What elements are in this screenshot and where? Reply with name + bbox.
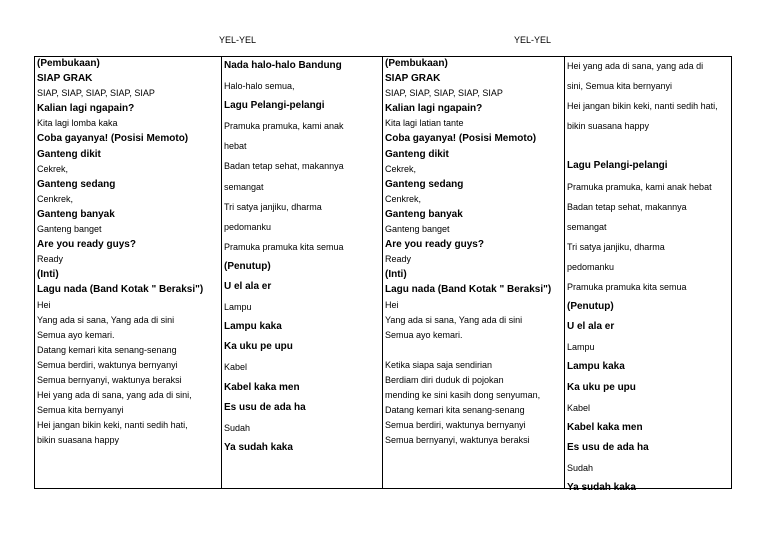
text-line: Hei yang ada di sana, yang ada di sini, — [37, 390, 192, 401]
text-line: Yang ada si sana, Yang ada di sini — [37, 314, 175, 325]
bold-line: Coba gayanya! (Posisi Memoto) — [37, 133, 189, 145]
text-line: semangat — [567, 221, 607, 232]
text-line: Tri satya janjiku, dharma — [567, 241, 665, 252]
text-line: Datang kemari kita senang-senang — [385, 405, 525, 416]
bold-line: (Inti) — [37, 269, 59, 281]
table-left-border — [34, 56, 35, 489]
text-line: pedomanku — [224, 221, 272, 232]
column-divider-1 — [221, 56, 222, 489]
text-line: Kabel — [567, 402, 591, 413]
text-line: sini, Semua kita bernyanyi — [567, 81, 673, 92]
bold-line: Ganteng sedang — [37, 178, 116, 190]
bold-line: Lagu nada (Band Kotak " Beraksi") — [385, 284, 552, 296]
text-line — [567, 136, 729, 156]
text-line: semangat — [224, 181, 264, 192]
bold-line: Ganteng banyak — [37, 208, 115, 220]
column-2 — [224, 56, 380, 458]
text-line: Datang kemari kita senang-senang — [37, 344, 177, 355]
text-line: Hei jangan bikin keki, nanti sedih hati, — [37, 420, 188, 431]
bold-line: Kalian lagi ngapain? — [385, 103, 483, 115]
text-line: Pramuka pramuka kita semua — [224, 241, 344, 252]
yel-yel-table — [34, 56, 764, 493]
bold-line: Ganteng dikit — [37, 148, 101, 160]
text-line: Badan tetap sehat, makannya — [567, 201, 687, 212]
text-line: Sudah — [567, 462, 594, 473]
text-line: Hei yang ada di sana, yang ada di — [567, 61, 704, 71]
text-line: Cekrek, — [37, 163, 69, 174]
bold-line: Ganteng dikit — [385, 148, 449, 160]
bold-line: Es usu de ada ha — [224, 401, 306, 413]
text-line: bikin suasana happy — [567, 121, 650, 132]
text-line: pedomanku — [567, 261, 615, 272]
text-line: Lampu — [567, 342, 595, 353]
text-line: Ketika siapa saja sendirian — [385, 359, 493, 370]
text-line: SIAP, SIAP, SIAP, SIAP, SIAP — [385, 88, 503, 99]
bold-line: SIAP GRAK — [37, 73, 93, 85]
column-3 — [385, 56, 562, 448]
bold-line: Are you ready guys? — [37, 239, 136, 251]
bold-line: Coba gayanya! (Posisi Memoto) — [385, 133, 537, 145]
text-line: Yang ada si sana, Yang ada di sini — [385, 314, 523, 325]
bold-line: U el ala er — [224, 281, 272, 293]
column-4 — [567, 56, 729, 498]
text-line: Semua ayo kemari. — [385, 329, 463, 340]
text-line: Semua berdiri, waktunya bernyanyi — [385, 420, 526, 431]
text-line: Ganteng banget — [37, 224, 102, 235]
text-line: Hei — [37, 299, 51, 310]
text-line: Semua ayo kemari. — [37, 329, 115, 340]
text-line: Kita lagi lomba kaka — [37, 118, 118, 129]
bold-line: U el ala er — [567, 321, 615, 333]
text-line: Semua bernyanyi, waktunya beraksi — [385, 435, 530, 446]
text-line: hebat — [224, 141, 247, 152]
bold-line: (Pembukaan) — [385, 58, 448, 69]
bold-line: Lampu kaka — [224, 321, 282, 333]
column-1 — [37, 56, 219, 448]
bold-line: (Penutup) — [224, 260, 271, 272]
text-line: Cenkrek, — [385, 193, 422, 204]
text-line: Badan tetap sehat, makannya — [224, 161, 344, 172]
text-line: Sudah — [224, 422, 251, 433]
bold-line: Ya sudah kaka — [224, 441, 293, 453]
text-line: mending ke sini kasih dong senyuman, — [385, 390, 541, 401]
text-line: Semua kita bernyanyi — [37, 405, 124, 416]
text-line: Ready — [385, 254, 412, 265]
text-line: Pramuka pramuka, kami anak hebat — [567, 181, 712, 192]
heading-left: YEL-YEL — [219, 35, 257, 45]
text-line: Kabel — [224, 362, 248, 373]
bold-line: Lagu Pelangi-pelangi — [567, 160, 668, 172]
text-line: Lampu — [224, 302, 252, 313]
bold-line: Kalian lagi ngapain? — [37, 103, 135, 115]
bold-line: (Inti) — [385, 269, 407, 281]
heading-right: YEL-YEL — [514, 35, 552, 45]
bold-line: (Pembukaan) — [37, 58, 100, 69]
table-right-border — [731, 56, 732, 489]
column-divider-3 — [564, 56, 565, 489]
text-line: Hei — [385, 299, 399, 310]
text-line: Tri satya janjiku, dharma — [224, 201, 322, 212]
bold-line: Ya sudah kaka — [567, 481, 636, 493]
text-line: Semua bernyanyi, waktunya beraksi — [37, 374, 182, 385]
bold-line: Nada halo-halo Bandung — [224, 60, 342, 71]
bold-line: Ka uku pe upu — [567, 381, 636, 393]
text-line: Halo-halo semua, — [224, 81, 295, 92]
bold-line: Ganteng sedang — [385, 178, 464, 190]
bold-line: Are you ready guys? — [385, 239, 484, 251]
column-divider-2 — [382, 56, 383, 489]
text-line: Cekrek, — [385, 163, 417, 174]
bold-line: SIAP GRAK — [385, 73, 441, 85]
bold-line: Kabel kaka men — [224, 381, 300, 393]
bold-line: Kabel kaka men — [567, 421, 643, 433]
text-line — [385, 343, 562, 358]
text-line: Pramuka pramuka kita semua — [567, 282, 687, 293]
text-line: Berdiam diri duduk di pojokan — [385, 374, 504, 385]
text-line: SIAP, SIAP, SIAP, SIAP, SIAP — [37, 88, 155, 99]
bold-line: Ka uku pe upu — [224, 341, 293, 353]
bold-line: Lagu Pelangi-pelangi — [224, 100, 325, 112]
text-line: Cenkrek, — [37, 193, 74, 204]
text-line: Pramuka pramuka, kami anak — [224, 121, 344, 132]
bold-line: Lagu nada (Band Kotak " Beraksi") — [37, 284, 204, 296]
text-line: Ready — [37, 254, 64, 265]
bold-line: Ganteng banyak — [385, 208, 463, 220]
bold-line: (Penutup) — [567, 301, 614, 313]
text-line: bikin suasana happy — [37, 435, 120, 446]
text-line: Ganteng banget — [385, 224, 450, 235]
text-line: Semua berdiri, waktunya bernyanyi — [37, 359, 178, 370]
bold-line: Lampu kaka — [567, 361, 625, 373]
text-line: Hei jangan bikin keki, nanti sedih hati, — [567, 101, 718, 112]
bold-line: Es usu de ada ha — [567, 441, 649, 453]
text-line: Kita lagi latian tante — [385, 118, 464, 129]
